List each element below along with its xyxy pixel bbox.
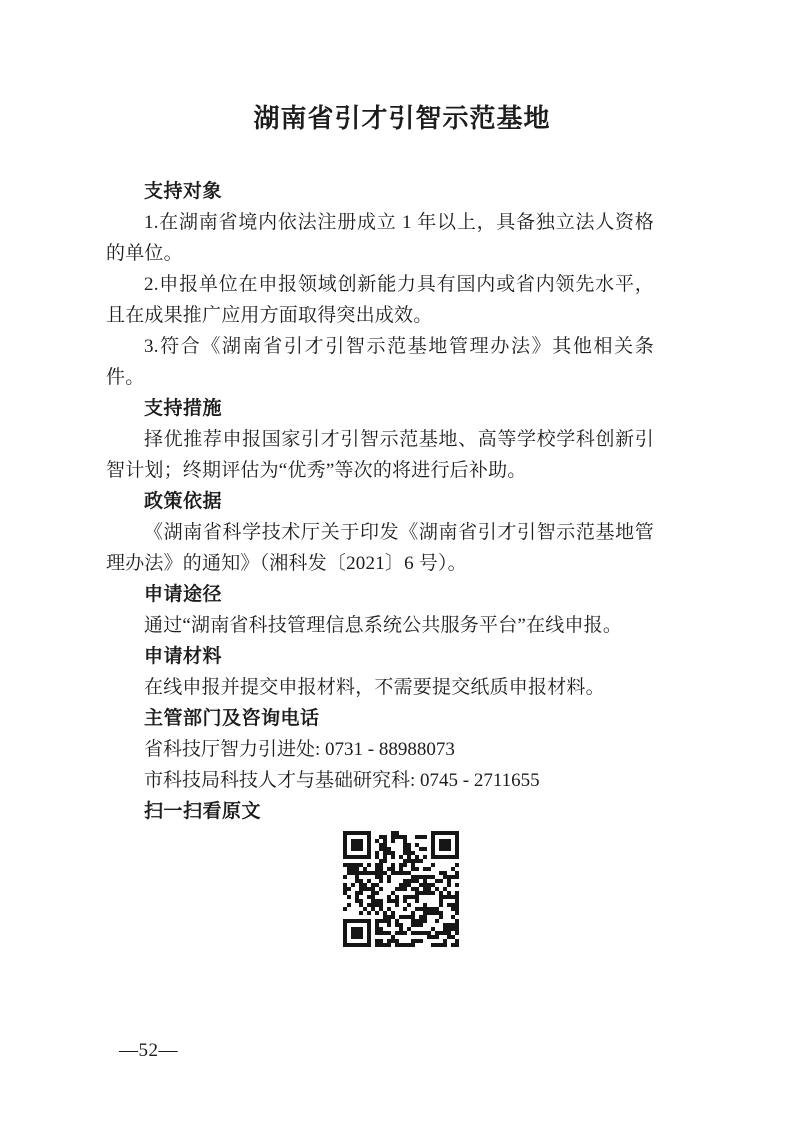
- paragraph: 通过“湖南省科技管理信息系统公共服务平台”在线申报。: [144, 615, 623, 636]
- section-application-channel: [106, 579, 654, 641]
- section-policy-basis: [106, 486, 654, 579]
- page-title: 湖南省引才引智示范基地: [253, 104, 551, 133]
- section-heading-scan-original: 扫一扫看原文: [144, 801, 262, 822]
- section-heading-policy-basis: 政策依据: [144, 491, 223, 512]
- section-contact: [106, 703, 654, 796]
- section-heading-support-targets: 支持对象: [144, 181, 223, 202]
- section-support-measures: [106, 393, 654, 486]
- page-number: —52—: [119, 1040, 178, 1061]
- section-support-targets: [106, 176, 654, 393]
- section-heading-application-channel: 申请途径: [144, 584, 223, 605]
- contact-phone-municipal: 市科技局科技人才与基础研究科: 0745 - 2711655: [144, 770, 540, 791]
- paragraph: 在线申报并提交申报材料，不需要提交纸质申报材料。: [144, 677, 605, 698]
- paragraph: 《湖南省科学技术厅关于印发《湖南省引才引智示范基地管理办法》的通知》（湘科发〔2021〕6 号）。: [106, 522, 654, 574]
- paragraph: 1.在湖南省境内依法注册成立 1 年以上，具备独立法人资格的单位。: [106, 212, 654, 264]
- section-heading-contact: 主管部门及咨询电话: [144, 708, 320, 729]
- paragraph: 3.符合《湖南省引才引智示范基地管理办法》其他相关条件。: [106, 336, 654, 388]
- paragraph: 择优推荐申报国家引才引智示范基地、高等学校学科创新引智计划；终期评估为“优秀”等次的将进行后补助。: [106, 429, 654, 481]
- section-scan-original: [106, 796, 654, 947]
- contact-phone-provincial: 省科技厅智力引进处: 0731 - 88988073: [144, 739, 455, 760]
- qr-code: [343, 831, 459, 947]
- paragraph: 2.申报单位在申报领域创新能力具有国内或省内领先水平，且在成果推广应用方面取得突出成效。: [106, 274, 654, 326]
- section-heading-application-materials: 申请材料: [144, 646, 223, 667]
- section-application-materials: [106, 641, 654, 703]
- section-heading-support-measures: 支持措施: [144, 398, 223, 419]
